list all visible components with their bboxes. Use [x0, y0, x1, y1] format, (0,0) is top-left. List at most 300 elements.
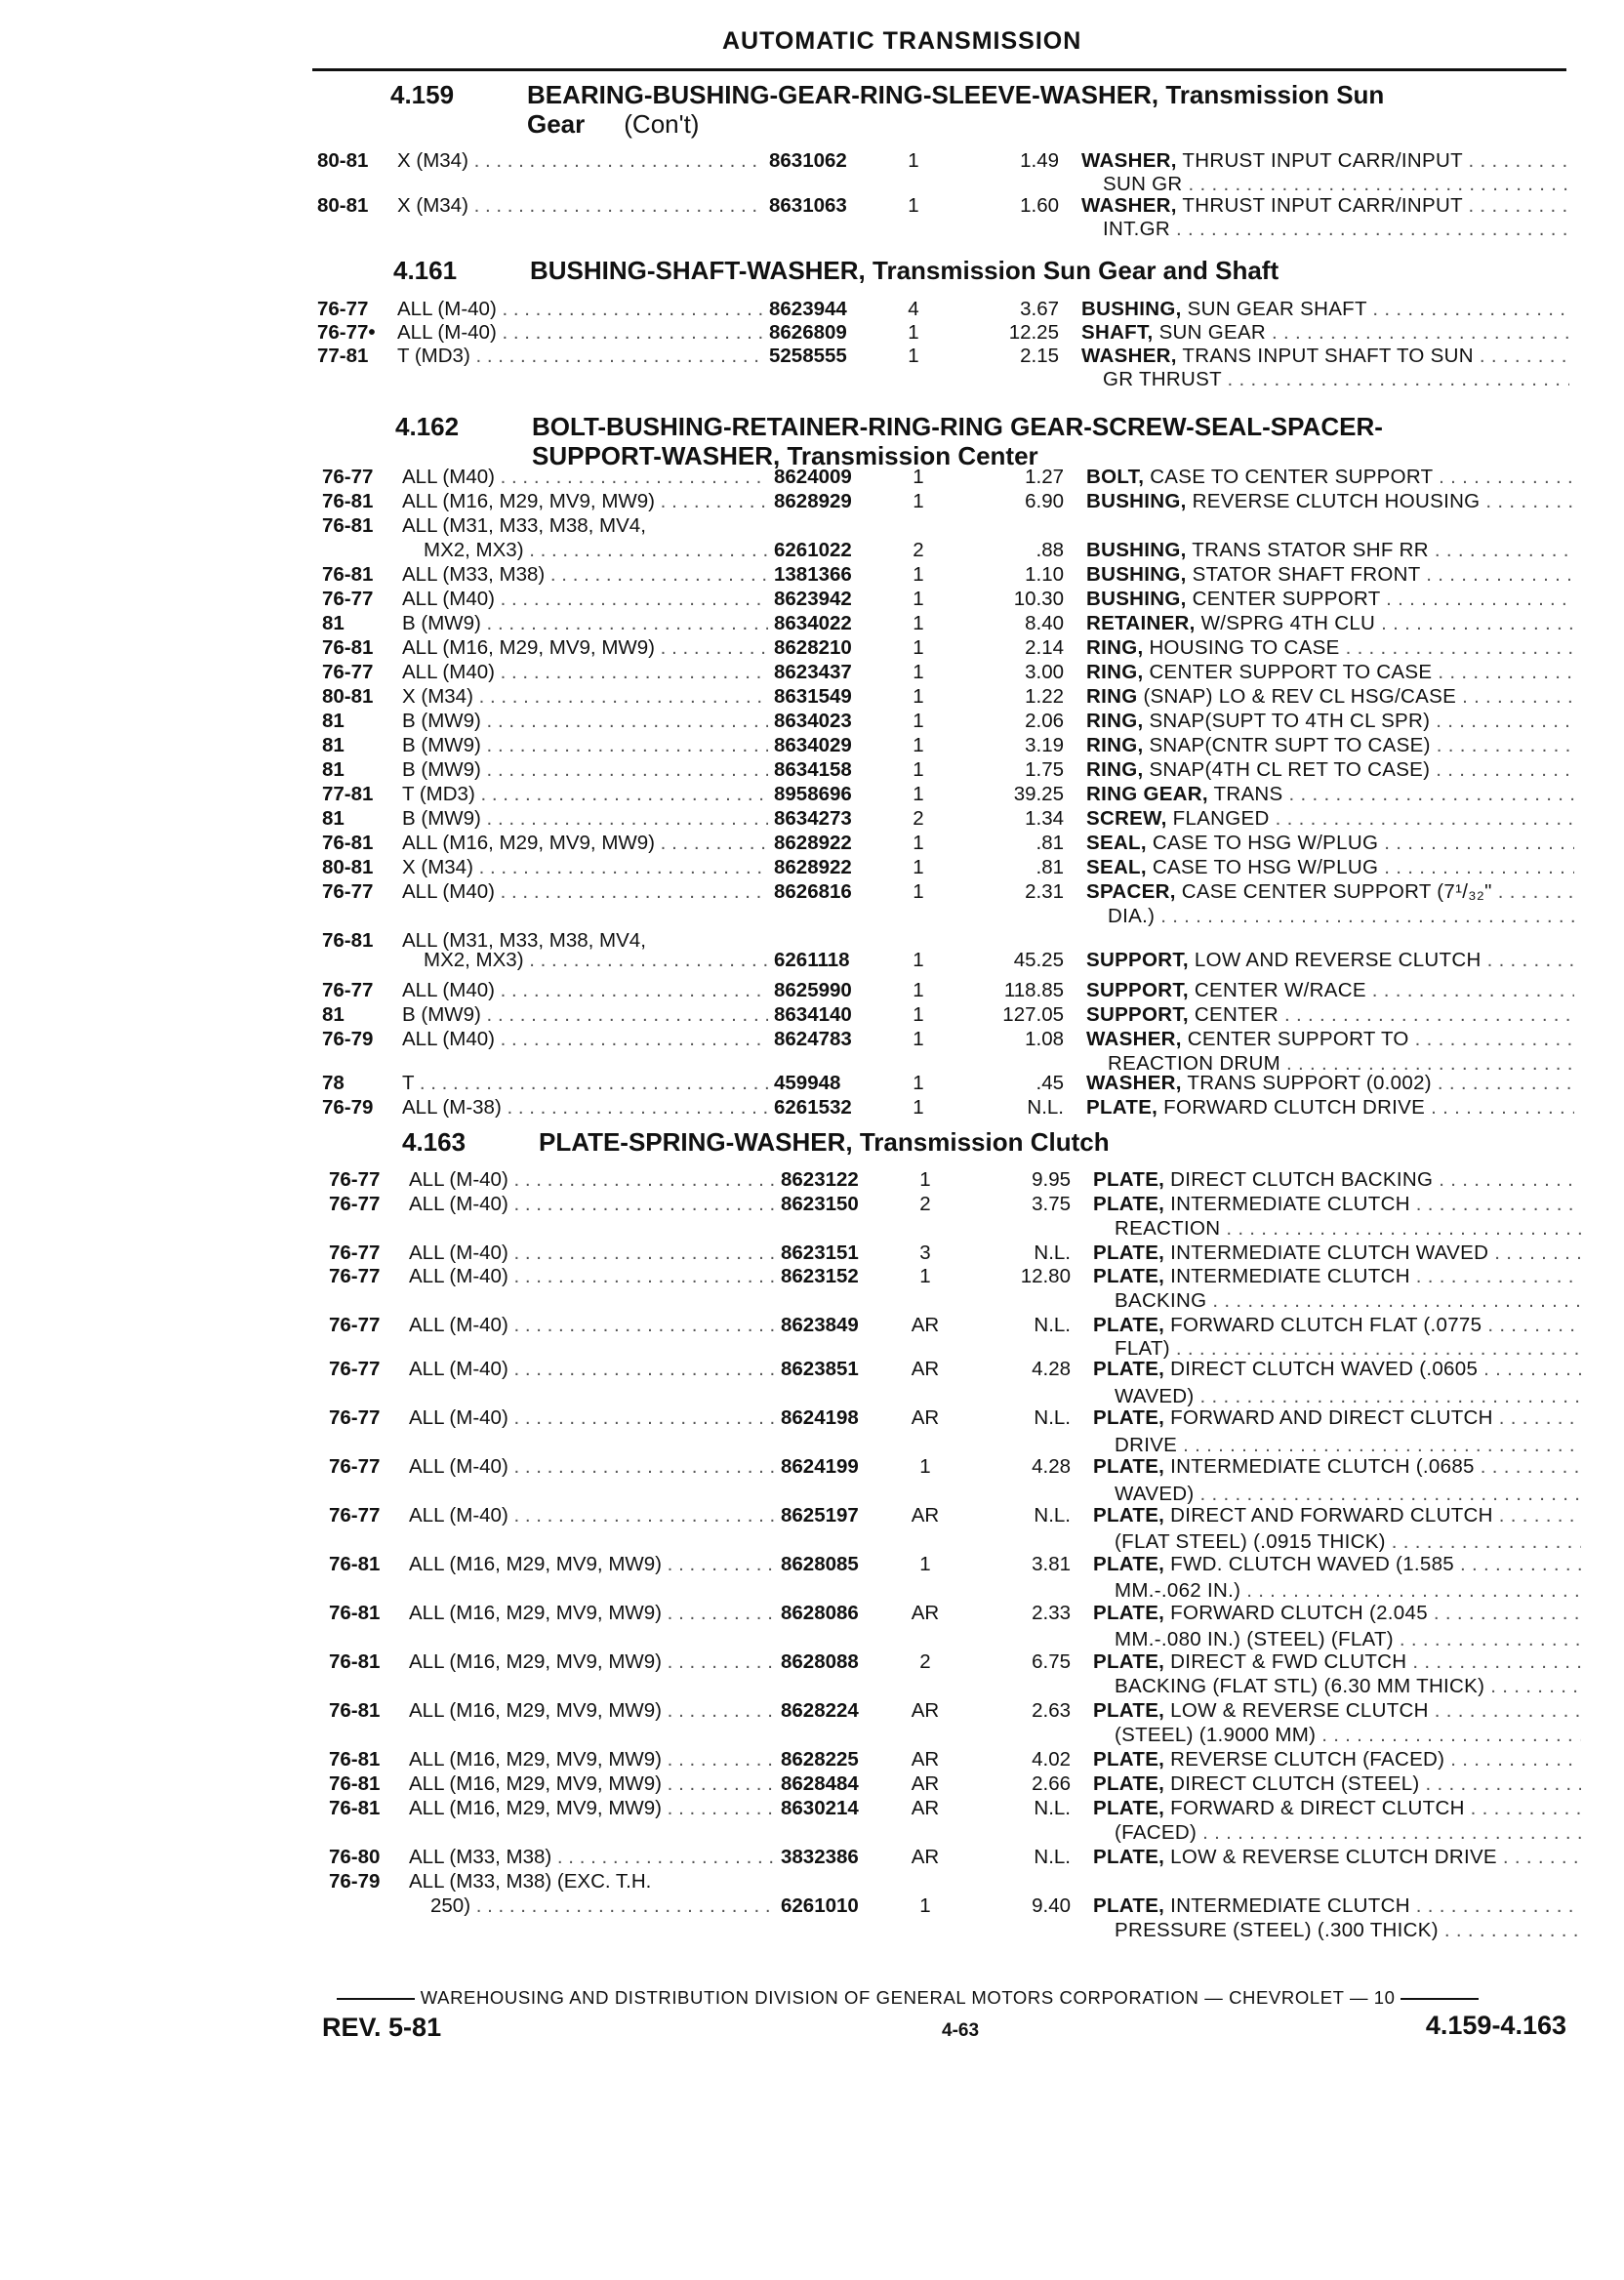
part-description: SCREW, FLANGED . . . [1086, 806, 1574, 831]
part-description: SEAL, CASE TO HSG W/PLUG . . . [1086, 831, 1574, 855]
part-number: 8634273 [774, 807, 852, 830]
part-number: 8628922 [774, 856, 852, 878]
model-year: 76-77 [322, 661, 374, 683]
model-code: ALL (M-40) . . . [409, 1405, 775, 1430]
quantity: 1 [913, 466, 924, 488]
model-year: 76-81 [322, 490, 374, 512]
part-number: 8628088 [781, 1650, 859, 1673]
part-number: 8634029 [774, 734, 852, 756]
part-description: WAVED) . . . [1115, 1384, 1581, 1408]
model-code: ALL (M16, M29, MV9, MW9) . . . [409, 1649, 775, 1674]
part-description: BUSHING, SUN GEAR SHAFT . . . [1081, 297, 1569, 321]
quantity: 1 [913, 979, 924, 1001]
part-number: 8628225 [781, 1748, 859, 1771]
model-year: 76-77 [329, 1193, 381, 1215]
part-description: REACTION . . . [1115, 1216, 1581, 1241]
quantity: AR [911, 1602, 940, 1624]
price: .81 [1035, 856, 1064, 878]
model-year: 81 [322, 807, 345, 830]
section-title: BOLT-BUSHING-RETAINER-RING-RING GEAR-SCREW-SEAL-SPACER- SUPPORT-WASHER, Transmission Center [532, 412, 1383, 470]
model-year: 76-81 [329, 1748, 381, 1771]
part-number: 8634158 [774, 758, 852, 781]
part-number: 8623944 [769, 298, 847, 320]
quantity: 2 [919, 1650, 931, 1673]
quantity: 1 [913, 734, 924, 756]
part-number: 8631062 [769, 149, 847, 172]
quantity: AR [911, 1358, 940, 1380]
part-description: PLATE, DIRECT CLUTCH WAVED (.0605 . . . [1093, 1357, 1581, 1381]
quantity: AR [911, 1748, 940, 1771]
model-year: 80-81 [317, 194, 369, 217]
price: 4.28 [1032, 1358, 1071, 1380]
page-number: 4-63 [942, 2020, 980, 2041]
part-description: BUSHING, REVERSE CLUTCH HOUSING . . . [1086, 489, 1574, 513]
part-description: PLATE, FORWARD CLUTCH FLAT (.0775 . . . [1093, 1313, 1581, 1337]
part-description: PLATE, REVERSE CLUTCH (FACED) . . . [1093, 1747, 1581, 1771]
part-number: 8628085 [781, 1553, 859, 1575]
price: 2.33 [1032, 1602, 1071, 1624]
model-code: ALL (M-40) . . . [397, 320, 763, 345]
page-header-title: AUTOMATIC TRANSMISSION [722, 27, 1082, 55]
quantity: 1 [908, 321, 919, 344]
model-year: 76-81 [322, 832, 374, 854]
part-number: 6261118 [774, 949, 850, 971]
part-description: PLATE, DIRECT CLUTCH BACKING . . . [1093, 1167, 1581, 1192]
price: 1.34 [1025, 807, 1064, 830]
part-description: BACKING (FLAT STL) (6.30 MM THICK) . . . [1115, 1674, 1581, 1698]
model-year: 80-81 [322, 856, 374, 878]
model-code: ALL (M-40) . . . [409, 1241, 775, 1265]
quantity: 1 [913, 1028, 924, 1050]
part-description: DRIVE . . . [1115, 1433, 1581, 1457]
part-description: WASHER, THRUST INPUT CARR/INPUT . . . [1081, 148, 1569, 173]
part-number: 8628484 [781, 1772, 859, 1795]
quantity: 2 [913, 807, 924, 830]
model-year: 76-79 [322, 1096, 374, 1119]
quantity: AR [911, 1406, 940, 1429]
price: .45 [1035, 1072, 1064, 1094]
model-year: 76-77 [322, 979, 374, 1001]
model-code: ALL (M40) . . . [402, 879, 768, 904]
model-year: 76-81 [322, 929, 374, 952]
price: N.L. [1034, 1406, 1071, 1429]
part-number: 8631063 [769, 194, 847, 217]
price: 3.00 [1025, 661, 1064, 683]
model-code: X (M34) . . . [397, 193, 763, 218]
model-code: ALL (M16, M29, MV9, MW9) . . . [402, 635, 768, 660]
part-description: BUSHING, TRANS STATOR SHF RR . . . [1086, 538, 1574, 562]
part-number: 8634023 [774, 710, 852, 732]
model-code: ALL (M16, M29, MV9, MW9) . . . [409, 1552, 775, 1576]
part-description: RING, HOUSING TO CASE . . . [1086, 635, 1574, 660]
section-range: 4.159-4.163 [1425, 2011, 1566, 2040]
part-description: REACTION DRUM . . . [1108, 1051, 1574, 1076]
model-code: ALL (M-40) . . . [409, 1313, 775, 1337]
part-description: INT.GR . . . [1103, 217, 1569, 241]
quantity: 2 [913, 539, 924, 561]
part-description: BUSHING, STATOR SHAFT FRONT . . . [1086, 562, 1574, 587]
part-number: 8631549 [774, 685, 852, 708]
price: 2.14 [1025, 636, 1064, 659]
price: 9.40 [1032, 1894, 1071, 1917]
part-description: SUPPORT, LOW AND REVERSE CLUTCH . . . [1086, 948, 1574, 972]
quantity: 2 [919, 1193, 931, 1215]
model-code: ALL (M16, M29, MV9, MW9) . . . [402, 831, 768, 855]
part-description: SUPPORT, CENTER . . . [1086, 1002, 1574, 1027]
part-description: RING, SNAP(SUPT TO 4TH CL SPR) . . . [1086, 709, 1574, 733]
model-code: ALL (M33, M38) (EXC. T.H. [409, 1870, 652, 1893]
model-year: 76-79 [322, 1028, 374, 1050]
part-description: PLATE, FORWARD CLUTCH DRIVE . . . [1086, 1095, 1574, 1120]
model-code: B (MW9) . . . [402, 1002, 768, 1027]
part-number: 6261010 [781, 1894, 859, 1917]
part-number: 8623151 [781, 1242, 859, 1264]
model-code: ALL (M-40) . . . [409, 1503, 775, 1527]
part-description: (FLAT STEEL) (.0915 THICK) . . . [1115, 1529, 1581, 1554]
part-number: 8623851 [781, 1358, 859, 1380]
quantity: AR [911, 1314, 940, 1336]
part-description: PLATE, DIRECT & FWD CLUTCH . . . [1093, 1649, 1581, 1674]
part-description: RING, CENTER SUPPORT TO CASE . . . [1086, 660, 1574, 684]
price: N.L. [1034, 1242, 1071, 1264]
model-year: 76-77 [329, 1504, 381, 1527]
price: 12.25 [1008, 321, 1059, 344]
price: 3.19 [1025, 734, 1064, 756]
part-number: 8958696 [774, 783, 852, 805]
quantity: 1 [913, 588, 924, 610]
price: N.L. [1027, 1096, 1064, 1119]
model-year: 77-81 [317, 345, 369, 367]
part-description: SPACER, CASE CENTER SUPPORT (7¹/₃₂" . . . [1086, 879, 1574, 904]
part-description: PLATE, DIRECT AND FORWARD CLUTCH . . . [1093, 1503, 1581, 1527]
part-number: 6261022 [774, 539, 852, 561]
quantity: AR [911, 1846, 940, 1868]
price: N.L. [1034, 1846, 1071, 1868]
part-description: SHAFT, SUN GEAR . . . [1081, 320, 1569, 345]
part-description: MM.-.062 IN.) . . . [1115, 1578, 1581, 1603]
part-description: PRESSURE (STEEL) (.300 THICK) . . . [1115, 1918, 1581, 1942]
part-number: 8634140 [774, 1003, 852, 1026]
model-year: 76-77 [322, 466, 374, 488]
part-description: PLATE, INTERMEDIATE CLUTCH . . . [1093, 1893, 1581, 1918]
model-code: ALL (M31, M33, M38, MV4, [402, 929, 646, 952]
model-year: 81 [322, 1003, 345, 1026]
part-description: PLATE, INTERMEDIATE CLUTCH WAVED . . . [1093, 1241, 1581, 1265]
part-number: 5258555 [769, 345, 847, 367]
model-year: 76-77 [329, 1314, 381, 1336]
model-code: ALL (M16, M29, MV9, MW9) . . . [409, 1771, 775, 1796]
section-title: BEARING-BUSHING-GEAR-RING-SLEEVE-WASHER, Transmission Sun Gear (Con't) [527, 80, 1385, 139]
part-description: SUN GR . . . [1103, 172, 1569, 196]
part-description: RING, SNAP(CNTR SUPT TO CASE) . . . [1086, 733, 1574, 757]
part-number: 1381366 [774, 563, 852, 586]
model-code: ALL (M-40) . . . [409, 1264, 775, 1288]
model-code: T (MD3) . . . [397, 344, 763, 368]
price: 10.30 [1013, 588, 1064, 610]
part-number: 8624198 [781, 1406, 859, 1429]
model-code: ALL (M16, M29, MV9, MW9) . . . [409, 1698, 775, 1723]
price: N.L. [1034, 1314, 1071, 1336]
model-code: ALL (M-40) . . . [409, 1167, 775, 1192]
part-description: SUPPORT, CENTER W/RACE . . . [1086, 978, 1574, 1002]
section-title: BUSHING-SHAFT-WASHER, Transmission Sun Gear and Shaft [530, 256, 1279, 285]
price: 9.95 [1032, 1168, 1071, 1191]
part-description: MM.-.080 IN.) (STEEL) (FLAT) . . . [1115, 1627, 1581, 1651]
price: N.L. [1034, 1797, 1071, 1819]
price: 3.81 [1032, 1553, 1071, 1575]
quantity: 1 [908, 345, 919, 367]
part-description: (STEEL) (1.9000 MM) . . . [1115, 1723, 1581, 1747]
model-code: ALL (M-40) . . . [409, 1454, 775, 1479]
model-year: 76-81 [329, 1699, 381, 1722]
section-number: 4.159 [390, 80, 455, 109]
part-number: 8624009 [774, 466, 852, 488]
quantity: 1 [913, 832, 924, 854]
part-description: GR THRUST . . . [1103, 367, 1569, 391]
model-code: ALL (M-40) . . . [397, 297, 763, 321]
part-description: PLATE, LOW & REVERSE CLUTCH DRIVE . . . [1093, 1845, 1581, 1869]
model-code: ALL (M40) . . . [402, 660, 768, 684]
part-number: 8623437 [774, 661, 852, 683]
price: 2.31 [1025, 880, 1064, 903]
price: 2.63 [1032, 1699, 1071, 1722]
model-year: 76-77• [317, 321, 376, 344]
part-description: BACKING . . . [1115, 1288, 1581, 1313]
part-number: 8634022 [774, 612, 852, 634]
model-year: 76-81 [322, 563, 374, 586]
model-year: 77-81 [322, 783, 374, 805]
model-code: ALL (M40) . . . [402, 978, 768, 1002]
price: 2.15 [1020, 345, 1059, 367]
part-description: PLATE, INTERMEDIATE CLUTCH . . . [1093, 1192, 1581, 1216]
quantity: 4 [908, 298, 919, 320]
footer-text: WAREHOUSING AND DISTRIBUTION DIVISION OF GENERAL MOTORS CORPORATION — CHEVROLET — 10 [420, 1987, 1396, 2008]
part-description: PLATE, LOW & REVERSE CLUTCH . . . [1093, 1698, 1581, 1723]
part-number: 8623942 [774, 588, 852, 610]
model-code: B (MW9) . . . [402, 806, 768, 831]
price: 1.10 [1025, 563, 1064, 586]
model-code: T (MD3) . . . [402, 782, 768, 806]
model-year: 80-81 [317, 149, 369, 172]
model-code: X (M34) . . . [397, 148, 763, 173]
part-number: 6261532 [774, 1096, 852, 1119]
model-year: 76-77 [329, 1455, 381, 1478]
model-code: X (M34) . . . [402, 684, 768, 709]
model-year: 76-77 [329, 1358, 381, 1380]
model-code: MX2, MX3) . . . [424, 948, 768, 972]
model-year: 76-81 [329, 1602, 381, 1624]
quantity: 1 [913, 880, 924, 903]
part-description: PLATE, DIRECT CLUTCH (STEEL) . . . [1093, 1771, 1581, 1796]
price: N.L. [1034, 1504, 1071, 1527]
quantity: 1 [913, 685, 924, 708]
part-description: RING (SNAP) LO & REV CL HSG/CASE . . . [1086, 684, 1574, 709]
price: 6.90 [1025, 490, 1064, 512]
model-code: ALL (M31, M33, M38, MV4, [402, 514, 646, 537]
price: 8.40 [1025, 612, 1064, 634]
model-code: ALL (M-40) . . . [409, 1357, 775, 1381]
quantity: AR [911, 1772, 940, 1795]
section-number: 4.162 [395, 412, 460, 441]
model-year: 76-77 [329, 1168, 381, 1191]
price: 1.22 [1025, 685, 1064, 708]
quantity: 1 [913, 783, 924, 805]
part-description: WASHER, TRANS SUPPORT (0.002) . . . [1086, 1071, 1574, 1095]
part-description: BUSHING, CENTER SUPPORT . . . [1086, 587, 1574, 611]
model-code: B (MW9) . . . [402, 733, 768, 757]
section-number: 4.161 [393, 256, 458, 285]
price: 2.06 [1025, 710, 1064, 732]
quantity: 1 [919, 1455, 931, 1478]
price: 3.67 [1020, 298, 1059, 320]
model-code: B (MW9) . . . [402, 611, 768, 635]
quantity: 1 [913, 661, 924, 683]
part-number: 8628929 [774, 490, 852, 512]
quantity: 1 [913, 758, 924, 781]
quantity: 1 [913, 636, 924, 659]
part-description: RING GEAR, TRANS . . . [1086, 782, 1574, 806]
section-number: 4.163 [402, 1127, 467, 1157]
model-year: 81 [322, 710, 345, 732]
model-code: ALL (M40) . . . [402, 587, 768, 611]
part-number: 8626809 [769, 321, 847, 344]
model-code: ALL (M40) . . . [402, 465, 768, 489]
quantity: 1 [913, 710, 924, 732]
quantity: 1 [913, 949, 924, 971]
model-year: 80-81 [322, 685, 374, 708]
part-description: WASHER, TRANS INPUT SHAFT TO SUN . . . [1081, 344, 1569, 368]
part-description: PLATE, FORWARD & DIRECT CLUTCH . . . [1093, 1796, 1581, 1820]
part-number: 459948 [774, 1072, 841, 1094]
model-year: 76-77 [329, 1406, 381, 1429]
part-description: BOLT, CASE TO CENTER SUPPORT . . . [1086, 465, 1574, 489]
model-year: 78 [322, 1072, 345, 1094]
quantity: 1 [913, 563, 924, 586]
model-year: 81 [322, 612, 345, 634]
price: 127.05 [1002, 1003, 1064, 1026]
part-description: RETAINER, W/SPRG 4TH CLU . . . [1086, 611, 1574, 635]
price: 1.49 [1020, 149, 1059, 172]
part-description: RING, SNAP(4TH CL RET TO CASE) . . . [1086, 757, 1574, 782]
model-code: ALL (M40) . . . [402, 1027, 768, 1051]
part-description: PLATE, INTERMEDIATE CLUTCH (.0685 . . . [1093, 1454, 1581, 1479]
model-code: T . . . [402, 1071, 768, 1095]
model-code: MX2, MX3) . . . [424, 538, 768, 562]
part-number: 8623150 [781, 1193, 859, 1215]
part-number: 8630214 [781, 1797, 859, 1819]
part-number: 8623152 [781, 1265, 859, 1287]
part-number: 8628086 [781, 1602, 859, 1624]
model-year: 76-77 [322, 880, 374, 903]
part-description: PLATE, FWD. CLUTCH WAVED (1.585 . . . [1093, 1552, 1581, 1576]
quantity: 1 [913, 490, 924, 512]
model-year: 76-80 [329, 1846, 381, 1868]
model-year: 76-81 [322, 514, 374, 537]
part-description: WASHER, CENTER SUPPORT TO . . . [1086, 1027, 1574, 1051]
model-code: ALL (M16, M29, MV9, MW9) . . . [402, 489, 768, 513]
model-year: 76-81 [322, 636, 374, 659]
model-year: 76-81 [329, 1797, 381, 1819]
model-code: X (M34) . . . [402, 855, 768, 879]
price: 118.85 [1003, 979, 1064, 1001]
part-number: 8625197 [781, 1504, 859, 1527]
model-year: 76-81 [329, 1553, 381, 1575]
model-code: 250) . . . [430, 1893, 775, 1918]
part-number: 8625990 [774, 979, 852, 1001]
quantity: 1 [908, 194, 919, 217]
revision-label: REV. 5-81 [322, 2013, 442, 2042]
part-number: 8628210 [774, 636, 852, 659]
part-description: DIA.) . . . [1108, 904, 1574, 928]
part-number: 8623849 [781, 1314, 859, 1336]
price: .81 [1035, 832, 1064, 854]
quantity: 1 [919, 1553, 931, 1575]
part-description: PLATE, FORWARD AND DIRECT CLUTCH . . . [1093, 1405, 1581, 1430]
model-year: 81 [322, 734, 345, 756]
model-year: 76-77 [329, 1242, 381, 1264]
section-title: PLATE-SPRING-WASHER, Transmission Clutch [539, 1127, 1110, 1157]
quantity: AR [911, 1504, 940, 1527]
price: 1.08 [1025, 1028, 1064, 1050]
quantity: 1 [913, 856, 924, 878]
model-year: 76-81 [329, 1772, 381, 1795]
price: .88 [1035, 539, 1064, 561]
price: 4.28 [1032, 1455, 1071, 1478]
quantity: 3 [919, 1242, 931, 1264]
quantity: 1 [913, 1096, 924, 1119]
quantity: AR [911, 1699, 940, 1722]
quantity: 1 [919, 1168, 931, 1191]
quantity: 1 [913, 1003, 924, 1026]
part-number: 8626816 [774, 880, 852, 903]
part-number: 8624783 [774, 1028, 852, 1050]
part-description: (FACED) . . . [1115, 1820, 1581, 1845]
model-year: 76-77 [329, 1265, 381, 1287]
model-code: ALL (M16, M29, MV9, MW9) . . . [409, 1747, 775, 1771]
model-code: ALL (M-38) . . . [402, 1095, 768, 1120]
part-description: WAVED) . . . [1115, 1482, 1581, 1506]
model-code: ALL (M16, M29, MV9, MW9) . . . [409, 1796, 775, 1820]
part-description: FLAT) . . . [1115, 1336, 1581, 1361]
part-number: 3832386 [781, 1846, 859, 1868]
model-code: ALL (M16, M29, MV9, MW9) . . . [409, 1601, 775, 1625]
header-rule [312, 68, 1566, 71]
quantity: AR [911, 1797, 940, 1819]
part-description: SEAL, CASE TO HSG W/PLUG . . . [1086, 855, 1574, 879]
part-number: 8623122 [781, 1168, 859, 1191]
part-description: PLATE, INTERMEDIATE CLUTCH . . . [1093, 1264, 1581, 1288]
price: 39.25 [1013, 783, 1064, 805]
price: 2.66 [1032, 1772, 1071, 1795]
price: 1.27 [1025, 466, 1064, 488]
price: 1.60 [1020, 194, 1059, 217]
price: 1.75 [1025, 758, 1064, 781]
quantity: 1 [919, 1265, 931, 1287]
model-year: 76-81 [329, 1650, 381, 1673]
part-description: PLATE, FORWARD CLUTCH (2.045 . . . [1093, 1601, 1581, 1625]
price: 12.80 [1020, 1265, 1071, 1287]
price: 3.75 [1032, 1193, 1071, 1215]
part-number: 8624199 [781, 1455, 859, 1478]
part-description: WASHER, THRUST INPUT CARR/INPUT . . . [1081, 193, 1569, 218]
model-year: 76-77 [317, 298, 369, 320]
quantity: 1 [913, 1072, 924, 1094]
part-number: 8628922 [774, 832, 852, 854]
quantity: 1 [908, 149, 919, 172]
price: 4.02 [1032, 1748, 1071, 1771]
model-code: B (MW9) . . . [402, 757, 768, 782]
price: 6.75 [1032, 1650, 1071, 1673]
